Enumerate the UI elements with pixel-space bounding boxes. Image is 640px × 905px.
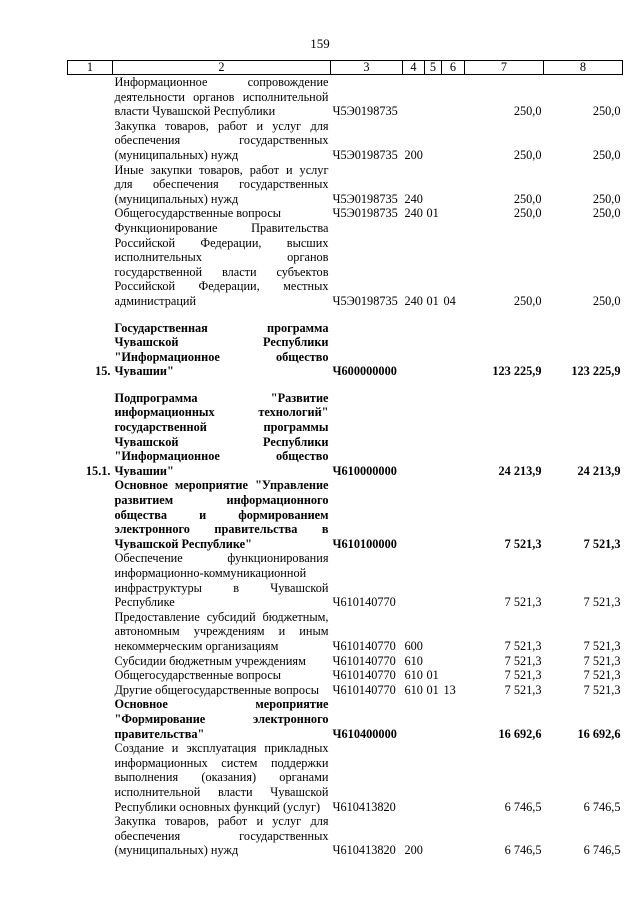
row-number xyxy=(68,206,113,221)
row-name: Предоставление субсидий бюджетным, автономным учреждениям и иным некоммерческим организациям xyxy=(114,609,329,653)
row-number xyxy=(68,610,113,654)
expense-type xyxy=(403,697,425,741)
row-name: Создание и эксплуатация прикладных информационных систем поддержки выполнения (оказания) органами исполнительной власти Чувашской Республики основных функций (услуг) xyxy=(114,741,329,814)
target-code: Ч5Э0198735 xyxy=(332,104,398,119)
expense-type xyxy=(403,551,425,609)
table-row xyxy=(68,478,623,551)
amount-year-2: 6 746,5 xyxy=(583,843,621,858)
row-name: Основное мероприятие "Формирование электронного правительства" xyxy=(114,697,329,741)
target-code: Ч610000000 xyxy=(332,463,397,478)
section-code xyxy=(425,321,442,379)
expense-type xyxy=(403,478,425,551)
expense-type xyxy=(403,741,425,814)
amount-year-1: 250,0 xyxy=(513,104,542,119)
amount-year-1: 7 521,3 xyxy=(504,638,542,653)
row-number xyxy=(68,814,113,858)
subsection-code: 13 xyxy=(443,682,456,697)
subsection-code xyxy=(442,814,465,858)
expense-type: 610 xyxy=(404,682,423,697)
amount-year-2: 7 521,3 xyxy=(583,682,621,697)
target-code: Ч600000000 xyxy=(332,364,397,379)
table-row xyxy=(68,221,623,309)
table-row xyxy=(68,668,623,683)
row-number xyxy=(68,75,113,119)
section-code xyxy=(425,391,442,479)
table-row xyxy=(68,551,623,609)
target-code: Ч610140770 xyxy=(332,653,396,668)
amount-year-1: 250,0 xyxy=(513,293,542,308)
section-code: 01 xyxy=(426,682,439,697)
row-name: Общегосударственные вопросы xyxy=(114,668,282,683)
table-row xyxy=(68,321,623,379)
row-spacer xyxy=(68,309,623,321)
target-code: Ч5Э0198735 xyxy=(332,191,398,206)
subsection-code xyxy=(442,206,465,221)
section-code xyxy=(425,654,442,669)
section-code xyxy=(425,814,442,858)
row-name: Основное мероприятие "Управление развитием информационного общества и формированием электронного правительства в Чувашской Республике" xyxy=(114,478,329,551)
expense-type: 240 xyxy=(404,206,423,221)
row-name: Государственная программа Чувашской Республики "Информационное общество Чувашии" xyxy=(114,320,329,379)
section-code: 01 xyxy=(426,293,439,308)
row-name: Субсидии бюджетным учреждениям xyxy=(114,653,306,668)
subsection-code xyxy=(442,75,465,119)
subsection-code xyxy=(442,551,465,609)
header-col-8: 8 xyxy=(544,61,623,75)
row-name: Другие общегосударственные вопросы xyxy=(114,682,319,697)
row-spacer xyxy=(68,379,623,391)
row-name: Функционирование Правительства Российской Федерации, высших исполнительных органов государственной власти субъектов Российской Федерации, местных администраций xyxy=(114,220,329,308)
header-col-4: 4 xyxy=(403,61,425,75)
row-number xyxy=(68,551,113,609)
row-number xyxy=(68,163,113,207)
row-name: Информационное сопровождение деятельности органов исполнительной власти Чувашской Республики xyxy=(114,75,329,119)
amount-year-1: 7 521,3 xyxy=(504,653,542,668)
expense-type: 600 xyxy=(404,638,423,653)
row-number xyxy=(68,741,113,814)
amount-year-1: 24 213,9 xyxy=(498,463,542,478)
amount-year-2: 250,0 xyxy=(592,206,621,221)
expense-type: 240 xyxy=(404,191,423,206)
row-number xyxy=(68,221,113,309)
expense-type: 610 xyxy=(404,653,423,668)
row-number xyxy=(68,697,113,741)
header-col-1: 1 xyxy=(68,61,113,75)
table-row xyxy=(68,654,623,669)
target-code: Ч5Э0198735 xyxy=(332,147,398,162)
row-number xyxy=(68,683,113,698)
amount-year-1: 123 225,9 xyxy=(492,364,542,379)
header-row xyxy=(68,61,623,75)
target-code: Ч5Э0198735 xyxy=(332,206,398,221)
subsection-code xyxy=(442,610,465,654)
subsection-code xyxy=(442,119,465,163)
subsection-code xyxy=(442,391,465,479)
table-row xyxy=(68,391,623,479)
target-code: Ч610140770 xyxy=(332,682,396,697)
section-code: 01 xyxy=(426,668,439,683)
expense-type: 200 xyxy=(404,147,423,162)
amount-year-2: 7 521,3 xyxy=(583,595,621,610)
row-number xyxy=(68,654,113,669)
subsection-code xyxy=(442,697,465,741)
table-row xyxy=(68,683,623,698)
target-code: Ч610413820 xyxy=(332,799,396,814)
row-number xyxy=(68,478,113,551)
amount-year-1: 250,0 xyxy=(513,191,542,206)
amount-year-2: 16 692,6 xyxy=(577,726,621,741)
row-name: Закупка товаров, работ и услуг для обеспечения государственных (муниципальных) нужд xyxy=(114,118,329,162)
row-name: Подпрограмма "Развитие информационных технологий" государственной программы Чувашской Республики "Информационное общество Чувашии" xyxy=(114,390,329,478)
expense-type: 240 xyxy=(404,293,423,308)
section-code: 01 xyxy=(426,206,439,221)
table-row xyxy=(68,697,623,741)
amount-year-1: 7 521,3 xyxy=(504,668,542,683)
header-col-7: 7 xyxy=(465,61,544,75)
expense-type xyxy=(403,391,425,479)
subsection-code xyxy=(442,478,465,551)
target-code: Ч610413820 xyxy=(332,843,396,858)
subsection-code xyxy=(442,654,465,669)
amount-year-1: 6 746,5 xyxy=(504,799,542,814)
section-code xyxy=(425,697,442,741)
table-row xyxy=(68,119,623,163)
row-number xyxy=(68,119,113,163)
expense-type xyxy=(403,321,425,379)
header-col-5: 5 xyxy=(425,61,442,75)
table-header xyxy=(68,61,623,75)
amount-year-1: 250,0 xyxy=(513,147,542,162)
section-code xyxy=(425,741,442,814)
header-col-6: 6 xyxy=(442,61,465,75)
row-name: Общегосударственные вопросы xyxy=(114,206,282,221)
row-number xyxy=(68,668,113,683)
amount-year-2: 250,0 xyxy=(592,191,621,206)
amount-year-2: 7 521,3 xyxy=(583,653,621,668)
amount-year-2: 24 213,9 xyxy=(577,463,621,478)
row-name: Обеспечение функционирования информационно-коммуникационной инфраструктуры в Чувашской Республике xyxy=(114,551,329,610)
subsection-code xyxy=(442,321,465,379)
amount-year-2: 6 746,5 xyxy=(583,799,621,814)
amount-year-2: 7 521,3 xyxy=(583,668,621,683)
amount-year-2: 123 225,9 xyxy=(571,364,621,379)
amount-year-1: 7 521,3 xyxy=(504,536,542,551)
table-row xyxy=(68,163,623,207)
page-number: 159 xyxy=(310,36,330,51)
row-name: Закупка товаров, работ и услуг для обеспечения государственных (муниципальных) нужд xyxy=(114,814,329,858)
row-number: 15.1. xyxy=(85,463,111,478)
subsection-code xyxy=(442,163,465,207)
target-code: Ч610400000 xyxy=(332,726,397,741)
section-code xyxy=(425,75,442,119)
target-code: Ч610140770 xyxy=(332,638,396,653)
subsection-code xyxy=(442,668,465,683)
amount-year-2: 250,0 xyxy=(592,147,621,162)
table-row xyxy=(68,741,623,814)
amount-year-2: 250,0 xyxy=(592,104,621,119)
header-col-2: 2 xyxy=(113,61,331,75)
amount-year-1: 250,0 xyxy=(513,206,542,221)
target-code: Ч610140770 xyxy=(332,668,396,683)
amount-year-1: 7 521,3 xyxy=(504,595,542,610)
subsection-code xyxy=(442,741,465,814)
target-code: Ч610100000 xyxy=(332,536,397,551)
section-code xyxy=(425,119,442,163)
table-body xyxy=(68,75,623,858)
expense-type: 610 xyxy=(404,668,423,683)
amount-year-2: 7 521,3 xyxy=(583,638,621,653)
row-name: Иные закупки товаров, работ и услуг для обеспечения государственных (муниципальных) нужд xyxy=(114,162,329,206)
target-code: Ч610140770 xyxy=(332,595,396,610)
row-number: 15. xyxy=(95,364,111,379)
expense-type xyxy=(403,75,425,119)
amount-year-1: 7 521,3 xyxy=(504,682,542,697)
section-code xyxy=(425,610,442,654)
table-row xyxy=(68,206,623,221)
budget-table xyxy=(67,60,623,858)
table-row xyxy=(68,610,623,654)
amount-year-2: 250,0 xyxy=(592,293,621,308)
target-code: Ч5Э0198735 xyxy=(332,293,398,308)
section-code xyxy=(425,163,442,207)
amount-year-2: 7 521,3 xyxy=(583,536,621,551)
amount-year-1: 16 692,6 xyxy=(498,726,542,741)
amount-year-1: 6 746,5 xyxy=(504,843,542,858)
table-row xyxy=(68,75,623,119)
subsection-code: 04 xyxy=(443,293,456,308)
section-code xyxy=(425,551,442,609)
expense-type: 200 xyxy=(404,843,423,858)
header-col-3: 3 xyxy=(331,61,403,75)
section-code xyxy=(425,478,442,551)
table-row xyxy=(68,814,623,858)
